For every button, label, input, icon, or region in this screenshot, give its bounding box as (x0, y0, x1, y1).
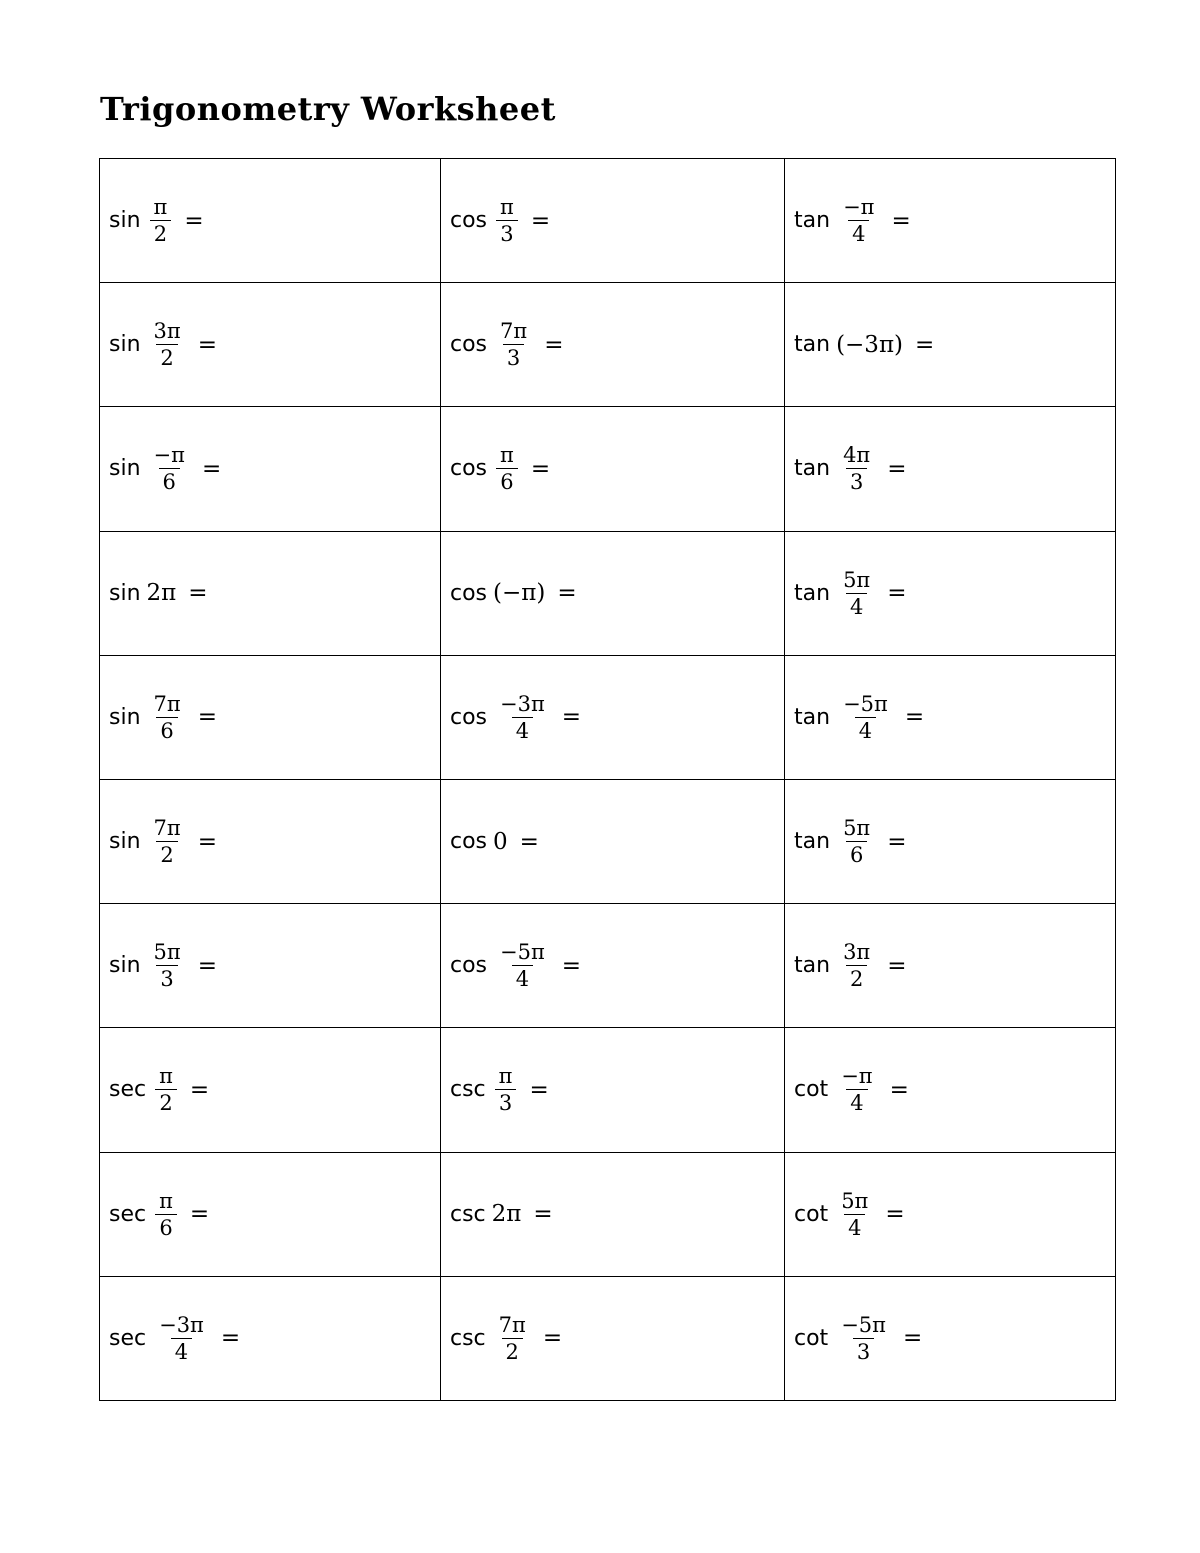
problem-expression (109, 444, 221, 493)
problem-cell (100, 283, 441, 407)
numerator: π (153, 195, 168, 220)
function-name: cos (450, 208, 488, 234)
problem-expression (109, 1065, 209, 1114)
problem-expression (450, 580, 577, 606)
problem-expression (450, 1201, 553, 1227)
function-name: cot (794, 1077, 829, 1103)
problem-cell (441, 655, 785, 779)
function-name: tan (794, 208, 831, 234)
equals-sign: = (887, 828, 907, 855)
equals-sign: = (887, 580, 907, 607)
denominator: 4 (848, 220, 869, 245)
fraction (496, 693, 549, 742)
denominator: 3 (503, 344, 524, 369)
function-name: tan (794, 953, 831, 979)
problem-cell (785, 1276, 1116, 1400)
equals-sign: = (197, 952, 217, 979)
function-name: cos (450, 829, 488, 855)
problem-cell (785, 531, 1116, 655)
problem-expression (794, 941, 907, 990)
problem-expression (450, 320, 563, 369)
function-name: sec (109, 1201, 147, 1227)
equals-sign: = (904, 704, 925, 731)
numerator: −3π (500, 691, 545, 716)
fraction (837, 1314, 890, 1363)
fraction (496, 444, 518, 493)
numerator: π (159, 1188, 173, 1213)
function-name: sin (109, 332, 141, 358)
problem-cell (441, 779, 785, 903)
problem-expression (450, 829, 539, 855)
problem-cell (441, 159, 785, 283)
function-name: tan (794, 580, 831, 606)
fraction (150, 196, 172, 245)
table-row (100, 407, 1116, 531)
table-row (100, 283, 1116, 407)
problem-cell (100, 159, 441, 283)
numerator: 5π (841, 1188, 869, 1213)
numerator: 4π (843, 443, 871, 468)
problem-expression (794, 444, 907, 493)
equals-sign: = (887, 952, 907, 979)
problem-cell (441, 283, 785, 407)
equals-sign: = (189, 1201, 210, 1228)
argument: (−π) (493, 580, 546, 607)
numerator: 7π (153, 691, 181, 716)
equals-sign: = (542, 1325, 563, 1352)
fraction (150, 941, 185, 990)
table-row (100, 779, 1116, 903)
denominator: 3 (156, 965, 177, 990)
fraction (155, 1190, 177, 1239)
problem-cell (785, 407, 1116, 531)
denominator: 2 (155, 1089, 176, 1114)
denominator: 2 (156, 344, 177, 369)
problem-cell (441, 1276, 785, 1400)
numerator: −5π (843, 691, 888, 716)
function-name: sin (109, 953, 141, 979)
problem-expression (109, 817, 217, 866)
problem-expression (109, 320, 217, 369)
equals-sign: = (915, 331, 935, 358)
problem-cell (441, 904, 785, 1028)
numerator: π (498, 1064, 513, 1089)
table-row (100, 1152, 1116, 1276)
equals-sign: = (197, 331, 217, 358)
denominator: 6 (846, 841, 867, 866)
problem-cell (100, 1028, 441, 1152)
function-name: cos (450, 953, 488, 979)
denominator: 3 (495, 1089, 516, 1114)
function-name: sin (109, 208, 141, 234)
equals-sign: = (889, 1076, 909, 1103)
equals-sign: = (885, 1201, 905, 1228)
problem-expression (109, 580, 208, 606)
denominator: 4 (512, 717, 533, 742)
problem-cell (785, 779, 1116, 903)
numerator: π (500, 195, 514, 220)
fraction (496, 196, 518, 245)
page-title: Trigonometry Worksheet (100, 90, 556, 128)
function-name: sin (109, 704, 141, 730)
equals-sign: = (561, 952, 582, 979)
denominator: 6 (155, 1214, 176, 1239)
problem-expression (794, 332, 934, 358)
denominator: 3 (846, 468, 867, 493)
denominator: 3 (496, 220, 517, 245)
numerator: −5π (500, 940, 545, 965)
fraction (155, 1065, 177, 1114)
numerator: −π (153, 443, 185, 468)
function-name: cos (450, 332, 488, 358)
function-name: cot (794, 1201, 829, 1227)
denominator: 6 (496, 468, 517, 493)
equals-sign: = (220, 1325, 241, 1352)
equals-sign: = (201, 455, 222, 482)
fraction (839, 693, 892, 742)
function-name: sin (109, 456, 141, 482)
function-name: cos (450, 456, 488, 482)
function-name: csc (450, 1201, 486, 1227)
equals-sign: = (519, 828, 539, 855)
numerator: −π (841, 1064, 873, 1089)
equals-sign: = (557, 580, 577, 607)
denominator: 4 (512, 965, 533, 990)
problem-cell (100, 407, 441, 531)
function-name: sec (109, 1325, 147, 1351)
problem-expression (794, 569, 907, 618)
equals-sign: = (189, 1076, 210, 1103)
equals-sign: = (902, 1325, 923, 1352)
function-name: sin (109, 580, 141, 606)
equals-sign: = (887, 455, 907, 482)
numerator: 5π (153, 940, 181, 965)
fraction (150, 693, 185, 742)
table-row (100, 1276, 1116, 1400)
table-row (100, 904, 1116, 1028)
fraction (837, 1190, 872, 1239)
denominator: 4 (171, 1338, 192, 1363)
fraction (495, 1314, 530, 1363)
problem-expression (794, 196, 911, 245)
fraction (839, 196, 878, 245)
argument: 2π (146, 580, 177, 607)
problem-expression (450, 1314, 562, 1363)
function-name: csc (450, 1077, 486, 1103)
function-name: sin (109, 829, 141, 855)
denominator: 3 (853, 1338, 874, 1363)
argument: 0 (493, 828, 508, 855)
problem-expression (450, 1065, 549, 1114)
function-name: cos (450, 704, 488, 730)
fraction (839, 941, 874, 990)
problem-expression (794, 1065, 909, 1114)
problem-expression (794, 693, 924, 742)
problem-cell (100, 904, 441, 1028)
equals-sign: = (530, 207, 551, 234)
worksheet-body (100, 159, 1116, 1401)
function-name: csc (450, 1325, 486, 1351)
problem-expression (450, 444, 550, 493)
equals-sign: = (184, 207, 204, 234)
equals-sign: = (188, 580, 208, 607)
argument: 2π (491, 1201, 522, 1228)
numerator: −3π (159, 1312, 204, 1337)
denominator: 4 (855, 717, 876, 742)
equals-sign: = (561, 704, 582, 731)
problem-cell (785, 1028, 1116, 1152)
argument: (−3π) (836, 331, 904, 358)
denominator: 2 (156, 841, 177, 866)
numerator: −π (843, 195, 875, 220)
denominator: 4 (846, 593, 867, 618)
denominator: 2 (150, 220, 171, 245)
denominator: 4 (844, 1214, 865, 1239)
numerator: 3π (843, 940, 871, 965)
problem-cell (100, 655, 441, 779)
problem-expression (794, 817, 907, 866)
denominator: 6 (156, 717, 177, 742)
problem-cell (100, 779, 441, 903)
fraction (150, 320, 185, 369)
problem-cell (785, 159, 1116, 283)
function-name: tan (794, 332, 831, 358)
denominator: 4 (846, 1089, 867, 1114)
problem-cell (441, 1028, 785, 1152)
problem-cell (100, 1276, 441, 1400)
problem-expression (109, 196, 204, 245)
numerator: 5π (843, 815, 871, 840)
problem-cell (785, 283, 1116, 407)
fraction (150, 817, 185, 866)
equals-sign: = (197, 828, 217, 855)
numerator: −5π (841, 1312, 886, 1337)
problem-expression (109, 941, 217, 990)
function-name: sec (109, 1077, 147, 1103)
equals-sign: = (530, 455, 551, 482)
function-name: tan (794, 829, 831, 855)
numerator: 5π (843, 567, 871, 592)
problem-expression (109, 1314, 240, 1363)
problem-expression (794, 1190, 905, 1239)
equals-sign: = (529, 1076, 549, 1103)
problem-cell (785, 655, 1116, 779)
function-name: tan (794, 456, 831, 482)
equals-sign: = (197, 704, 217, 731)
problem-cell (100, 531, 441, 655)
denominator: 2 (846, 965, 867, 990)
fraction (839, 817, 874, 866)
fraction (150, 444, 189, 493)
table-row (100, 1028, 1116, 1152)
fraction (155, 1314, 208, 1363)
numerator: 7π (500, 319, 528, 344)
fraction (839, 569, 874, 618)
worksheet-table (99, 158, 1116, 1401)
numerator: π (159, 1064, 173, 1089)
table-row (100, 159, 1116, 283)
fraction (496, 320, 531, 369)
problem-cell (785, 1152, 1116, 1276)
denominator: 6 (159, 468, 180, 493)
numerator: 7π (498, 1312, 526, 1337)
numerator: 3π (153, 319, 181, 344)
problem-expression (794, 1314, 922, 1363)
problem-cell (100, 1152, 441, 1276)
denominator: 2 (502, 1338, 523, 1363)
problem-cell (441, 1152, 785, 1276)
problem-expression (109, 1190, 209, 1239)
table-row (100, 531, 1116, 655)
equals-sign: = (533, 1201, 553, 1228)
function-name: cos (450, 580, 488, 606)
problem-expression (450, 941, 581, 990)
function-name: cot (794, 1325, 829, 1351)
fraction (496, 941, 549, 990)
problem-cell (441, 407, 785, 531)
problem-expression (450, 693, 581, 742)
numerator: π (500, 443, 514, 468)
problem-cell (785, 904, 1116, 1028)
fraction (837, 1065, 876, 1114)
equals-sign: = (544, 331, 564, 358)
problem-expression (450, 196, 550, 245)
function-name: tan (794, 704, 831, 730)
problem-expression (109, 693, 217, 742)
table-row (100, 655, 1116, 779)
problem-cell (441, 531, 785, 655)
fraction (839, 444, 874, 493)
equals-sign: = (891, 207, 911, 234)
numerator: 7π (153, 815, 181, 840)
fraction (495, 1065, 517, 1114)
